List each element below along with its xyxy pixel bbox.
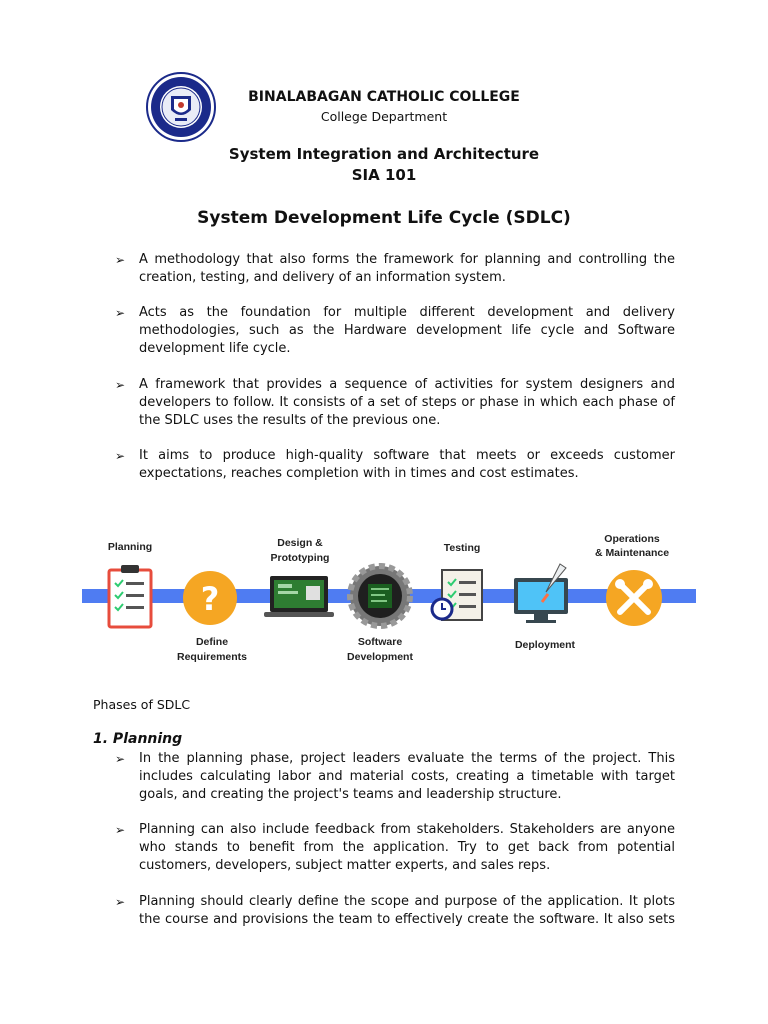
phases-heading: Phases of SDLC [93,697,191,712]
bullet-text: It aims to produce high-quality software that meets or exceeds customer expectations, reaches completion with in times and cost estimates. [139,448,675,481]
department-name: College Department [320,109,448,124]
bullet-arrow-icon: ➢ [115,895,126,909]
intro-bullet [115,251,675,287]
course-code: SIA 101 [351,166,417,184]
planning-heading: 1. Planning [93,731,183,747]
bullet-arrow-icon: ➢ [115,378,126,392]
label-planning: Planning [107,541,153,553]
bullet-arrow-icon: ➢ [115,253,126,267]
sdlc-diagram [82,528,698,668]
label-deployment: Deployment [514,639,576,651]
label-define-1: Define [195,636,229,648]
label-software-2: Development [347,651,413,663]
planning-bullet [115,893,675,929]
laptop-icon [264,576,334,617]
label-software-1: Software [357,636,403,648]
intro-bullet [115,376,675,430]
bullet-text: A framework that provides a sequence of activities for system designers and developers to follow. It consists of a set of steps or phase in which each phase of the SDLC uses the results of the previous one. [139,377,675,428]
bullet-arrow-icon: ➢ [115,752,126,766]
bullet-text: Acts as the foundation for multiple different development and delivery methodologies, such as the Hardware development life cycle and Software development life cycle. [139,305,675,356]
bullet-text: Planning should clearly define the scope and purpose of the application. It plots the course and provisions the team to effectively create the software. It also sets [139,894,675,927]
label-define-2: Requirements [176,651,248,663]
bullet-text: A methodology that also forms the framework for planning and controlling the creation, testing, and delivery of an information system. [139,252,675,285]
bullet-text: In the planning phase, project leaders evaluate the terms of the project. This includes calculating labor and material costs, creating a timetable with target goals, and creating the project's teams and leadership structure. [139,751,675,802]
label-operations-1: Operations [604,533,660,545]
intro-bullet [115,304,675,358]
label-testing: Testing [443,542,481,554]
label-design-1: Design & [277,537,323,549]
clipboard-icon [109,565,151,627]
bullet-text: Planning can also include feedback from stakeholders. Stakeholders are anyone who stands to benefit from the application. Try to get back from potential customers, developers, subject matter experts, and sales reps. [139,822,675,873]
planning-bullet [115,750,675,804]
bullet-arrow-icon: ➢ [115,306,126,320]
planning-bullet [115,821,675,875]
intro-bullet [115,447,675,483]
label-design-2: Prototyping [270,552,330,564]
question-icon [183,571,237,625]
tools-icon [606,570,662,626]
college-seal-logo [146,72,216,142]
bullet-arrow-icon: ➢ [115,449,126,463]
college-name: BINALABAGAN CATHOLIC COLLEGE [248,89,520,105]
label-operations-2: & Maintenance [594,547,670,559]
bullet-arrow-icon: ➢ [115,823,126,837]
rocket-monitor-icon [514,564,568,623]
gear-icon [350,566,410,626]
course-title: System Integration and Architecture [228,145,540,163]
svg-text:?: ? [200,580,220,618]
document-title: System Development Life Cycle (SDLC) [197,208,571,228]
